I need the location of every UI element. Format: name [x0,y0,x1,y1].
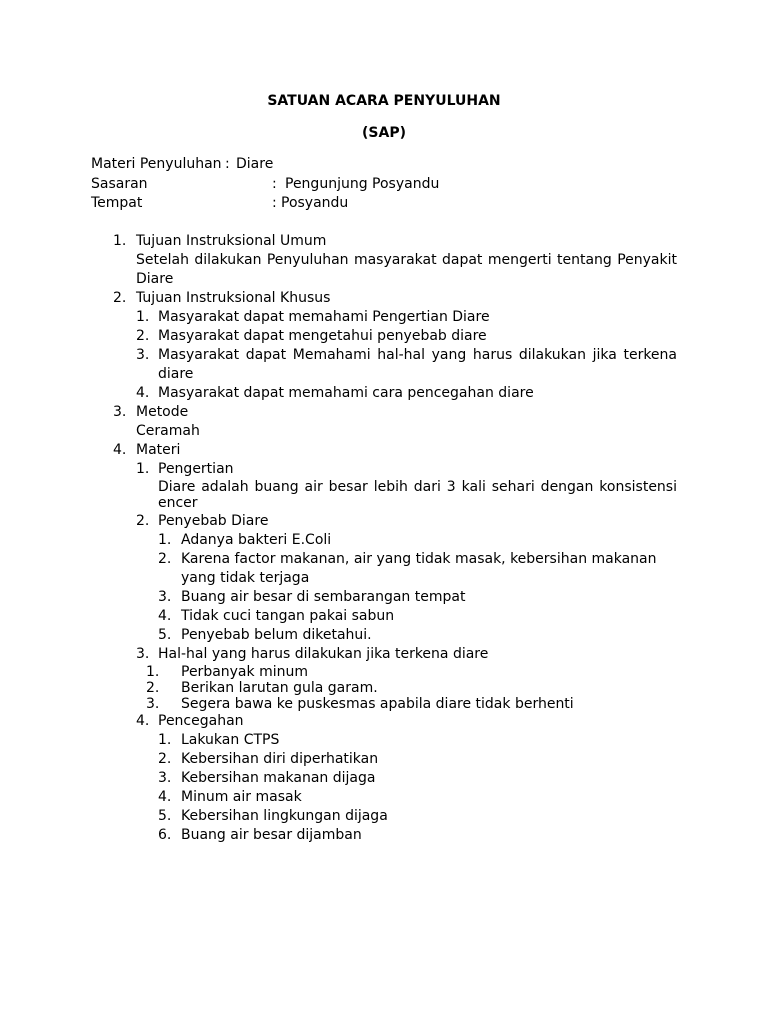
list-item-text: Kebersihan diri diperhatikan [181,751,379,767]
section-1-heading [113,232,677,251]
subsection-heading-text: Pencegahan [158,713,244,729]
list-item-text: Masyarakat dapat memahami Pengertian Diare [158,309,490,325]
list-item-text: Kebersihan lingkungan dijaga [181,808,388,824]
list-number: 4. [113,442,127,458]
section-heading: Tujuan Instruksional Khusus [136,290,331,306]
list-item: 5. Penyebab belum diketahui. [158,627,372,643]
list-item-text: Perbanyak minum [181,664,308,680]
list-item: 1. Masyarakat dapat memahami Pengertian Diare [136,309,490,325]
meta-separator: : [272,175,277,192]
list-number: 1. [136,461,150,477]
section-heading: Materi [136,442,181,458]
list-item: 4. Tidak cuci tangan pakai sabun [158,608,395,624]
list-item: 2. Berikan larutan gula garam. [146,680,378,696]
list-item-text: Penyebab belum diketahui. [181,627,372,643]
list-number: 3. [136,646,150,662]
subsection-heading [113,712,677,731]
meta-value: Diare [236,156,274,172]
list-number: 2. [136,513,150,529]
list-item-text: Lakukan CTPS [181,732,280,748]
list-number: 4. [136,713,150,729]
meta-value: Pengunjung Posyandu [285,175,440,192]
list-item-text: Tidak cuci tangan pakai sabun [181,608,395,624]
list-item-text: Buang air besar di sembarangan tempat [181,589,466,605]
meta-label: Tempat [91,195,143,211]
list-item: 4. Masyarakat dapat memahami cara pencegahan diare [136,385,534,401]
list-item-text: Segera bawa ke puskesmas apabila diare tidak berhenti [181,696,574,712]
meta-row-sasaran [91,175,691,195]
list-item: 3. Segera bawa ke puskesmas apabila diare tidak berhenti [146,696,574,712]
section-3-heading [113,403,677,422]
list-item: 2. Kebersihan diri diperhatikan [158,751,379,767]
list-item-text: Masyarakat dapat mengetahui penyebab diare [158,328,487,344]
subsection-heading-text: Penyebab Diare [158,513,269,529]
list-item-text: Masyarakat dapat Memahami hal-hal yang harus dilakukan jika terkena diare [158,347,677,382]
list-number: 1. [113,233,127,249]
list-item: 3. Kebersihan makanan dijaga [158,770,376,786]
section-4-heading [113,441,677,460]
list-item: 3. Masyarakat dapat Memahami hal-hal yang harus dilakukan jika terkena diare [136,347,677,382]
subsection-text: Diare adalah buang air besar lebih dari 3 kali sehari dengan konsistensi encer [158,479,677,511]
list-number: 3. [113,404,127,420]
meta-row-materi [91,155,691,175]
list-item: 2. Masyarakat dapat mengetahui penyebab diare [136,328,487,344]
list-item-text: Berikan larutan gula garam. [181,680,378,696]
subsection-heading [113,645,677,664]
section-heading: Metode [136,404,189,420]
meta-label: Sasaran [91,175,148,192]
document-title: SATUAN ACARA PENYULUHAN [267,93,501,109]
list-item: 1. Perbanyak minum [146,664,308,680]
list-item: 5. Kebersihan lingkungan dijaga [158,808,388,824]
subsection-heading-text: Pengertian [158,461,234,477]
list-item-text: Kebersihan makanan dijaga [181,770,376,786]
document-subtitle: (SAP) [362,125,406,141]
list-item-text: Buang air besar dijamban [181,827,362,843]
section-2-heading [113,289,677,308]
document-body [113,232,677,845]
meta-separator: : [272,195,277,211]
list-item: 4. Minum air masak [158,789,302,805]
meta-row-tempat [91,194,691,214]
meta-label: Materi Penyuluhan [91,156,222,172]
list-item: 6. Buang air besar dijamban [158,827,362,843]
subsection-heading-text: Hal-hal yang harus dilakukan jika terkena diare [158,646,489,662]
list-item: 2. Karena factor makanan, air yang tidak masak, kebersihan makanan yang tidak terjaga [158,551,657,586]
list-item-text: Masyarakat dapat memahami cara pencegahan diare [158,385,534,401]
list-item: 1. Lakukan CTPS [158,732,280,748]
section-1-text: Setelah dilakukan Penyuluhan masyarakat dapat mengerti tentang Penyakit Diare [136,252,677,287]
section-heading: Tujuan Instruksional Umum [136,233,327,249]
list-item: 3. Buang air besar di sembarangan tempat [158,589,466,605]
list-item: 1. Adanya bakteri E.Coli [158,532,332,548]
list-item-text: Minum air masak [181,789,302,805]
list-number: 2. [113,290,127,306]
meta-value: Posyandu [281,195,349,211]
subsection-heading [113,460,677,479]
meta-block [91,155,691,214]
section-3-text: Ceramah [136,423,200,439]
list-item-text: Karena factor makanan, air yang tidak masak, kebersihan makanan yang tidak terjaga [181,551,657,586]
list-item-text: Adanya bakteri E.Coli [181,532,332,548]
meta-separator: : [225,156,230,172]
subsection-heading [113,512,677,531]
